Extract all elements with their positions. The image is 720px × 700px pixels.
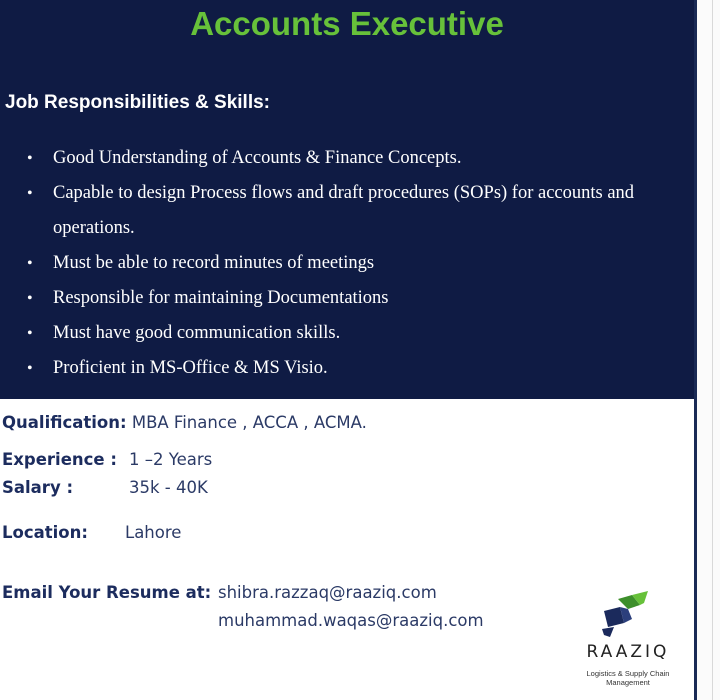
- list-item: • Good Understanding of Accounts & Finance Concepts.: [27, 141, 677, 176]
- qualification-label: Qualification:: [2, 413, 127, 432]
- raaziq-emblem-icon: [566, 585, 690, 641]
- bullet-icon: •: [27, 185, 33, 202]
- responsibilities-list: [27, 141, 677, 386]
- location-label: Location:: [2, 523, 88, 542]
- email-row: [2, 582, 211, 604]
- bullet-icon: •: [27, 255, 33, 272]
- salary-row: [2, 477, 73, 499]
- qualification-value: MBA Finance , ACCA , ACMA.: [131, 413, 367, 432]
- job-title: Accounts Executive: [190, 5, 504, 42]
- salary-value: 35k - 40K: [129, 478, 208, 497]
- list-item: • Responsible for maintaining Documentations: [27, 281, 677, 316]
- email-label: Email Your Resume at:: [2, 583, 212, 602]
- bullet-icon: •: [27, 360, 33, 377]
- page-gutter: [697, 0, 720, 700]
- qualification-row: [2, 412, 367, 434]
- experience-row: [2, 449, 117, 471]
- email-link-2[interactable]: muhammad.waqas@raaziq.com: [218, 611, 484, 630]
- bullet-icon: •: [27, 325, 33, 342]
- list-item: • Proficient in MS-Office & MS Visio.: [27, 351, 677, 386]
- email-link-1[interactable]: shibra.razzaq@raaziq.com: [218, 583, 437, 602]
- logo-wordmark: RAAZIQ: [586, 642, 670, 662]
- list-item: • Capable to design Process flows and draft procedures (SOPs) for accounts and operations.: [27, 176, 677, 246]
- logo-tagline: Logistics & Supply Chain Management: [586, 669, 670, 687]
- experience-value: 1 –2 Years: [129, 450, 213, 469]
- page-divider: [712, 0, 713, 700]
- list-item: • Must have good communication skills.: [27, 316, 677, 351]
- location-value: Lahore: [125, 523, 182, 542]
- bullet-icon: •: [27, 150, 33, 167]
- bullet-icon: •: [27, 290, 33, 307]
- list-item: • Must be able to record minutes of meetings: [27, 246, 677, 281]
- location-row: [2, 522, 88, 544]
- responsibilities-heading: Job Responsibilities & Skills:: [5, 92, 271, 113]
- company-logo: [566, 585, 690, 695]
- salary-label: Salary :: [2, 478, 74, 497]
- experience-label: Experience :: [2, 450, 117, 469]
